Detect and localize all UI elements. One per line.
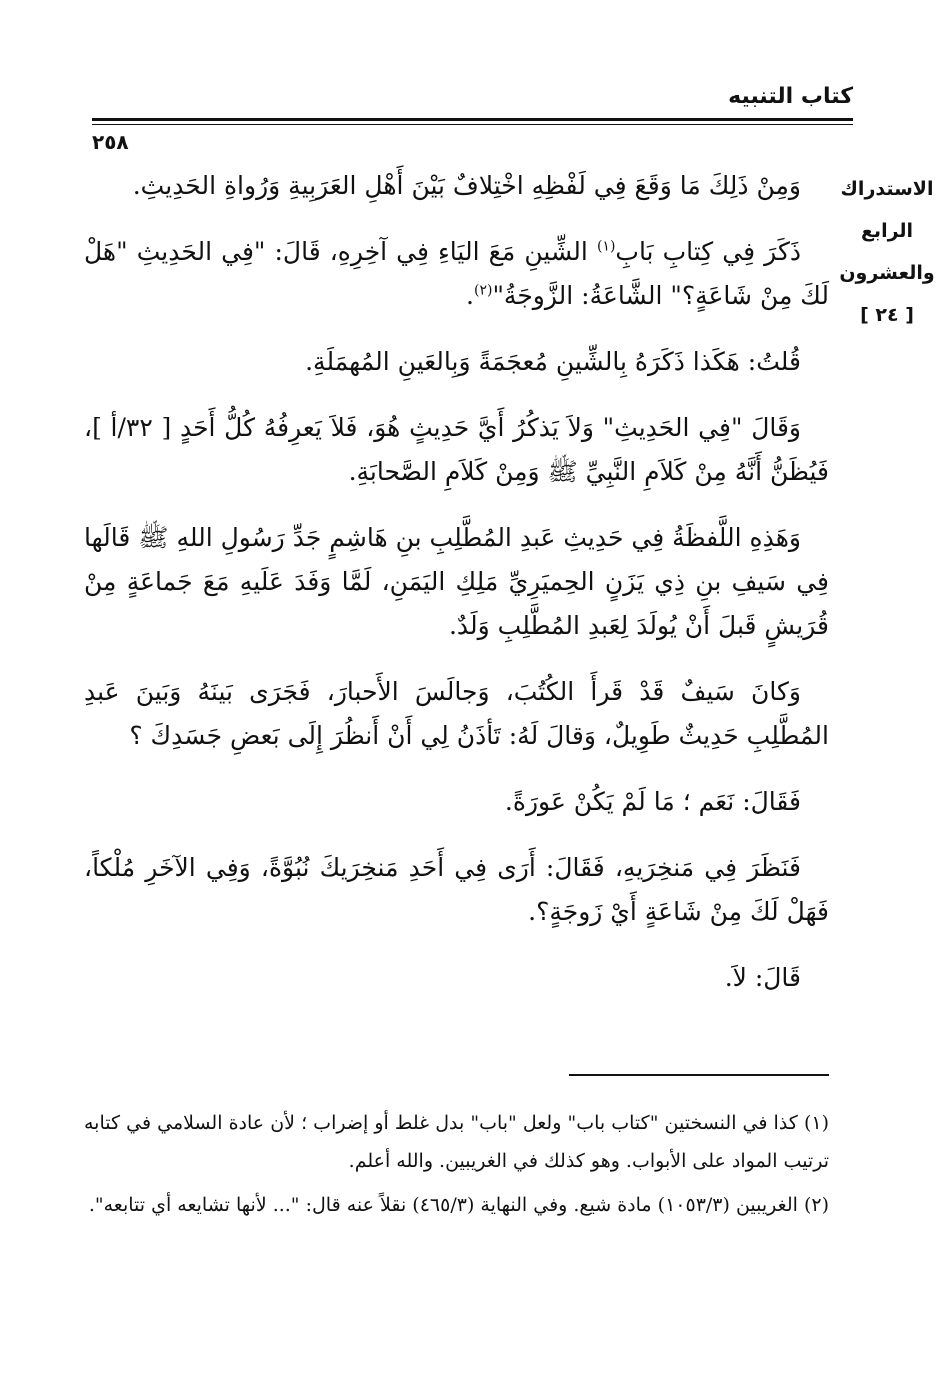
paragraph-2-end: . [466, 281, 474, 310]
margin-note-line-3: والعشرون [839, 262, 935, 284]
paragraph-7: فَقَالَ: نَعَم ؛ مَا لَمْ يَكُنْ عَورَةً. [504, 787, 801, 816]
margin-note [837, 168, 937, 336]
footnote-2: (٢) الغريبين (١٠٥٣/٣) مادة شيع. وفي النهاية (٤٦٥/٣) نقلاً عنه قال: "... لأنها تشايعه أي تتابعه". [88, 1194, 829, 1216]
page-number: ٢٥٨ [92, 130, 129, 154]
header-rule-thin [92, 124, 853, 125]
page-header [92, 78, 853, 154]
header-rule-thick [92, 118, 853, 121]
footnote-ref-1: (١) [596, 238, 616, 255]
paragraph-8: فَنَظَرَ فِي مَنخِرَيهِ، فَقَالَ: أَرَى فِي أَحَدِ مَنخِرَيكَ نُبُوَّةً، وَفِي الآخَرِ مُلْكاً، فَهَلْ لَكَ مِنْ شَاعَةٍ أَيْ زَوجَةٍ؟. [84, 853, 829, 926]
paragraph-4: وَقَالَ "فِي الحَدِيثِ" وَلاَ يَذكُرُ أَيَّ حَدِيثٍ هُوَ، فَلاَ يَعرِفُهُ كُلُّ أَحَدٍ [ ٣٢/أ ]، فَيُظَنُّ أَنَّهُ مِنْ كَلاَمِ النَّبِيِّ ﷺ وَمِنْ كَلاَمِ الصَّحابَةِ. [84, 413, 829, 486]
paragraph-2-part-a: ذَكَرَ فِي كِتابِ بَابِ [615, 237, 801, 266]
footnote-1: (١) كذا في النسختين "كتاب باب" ولعل "باب" بدل غلط أو إضراب ؛ لأن عادة السلامي في كتابه ترتيب المواد على الأبواب. وهو كذلك في الغريبين. والله أعلم. [84, 1112, 829, 1172]
paragraph-2 [84, 230, 829, 318]
footnotes [84, 1104, 829, 1230]
footnote-ref-2: (٢) [473, 282, 493, 299]
paragraph-9: قَالَ: لاَ. [724, 963, 801, 992]
main-text [84, 164, 829, 1022]
margin-note-line-4: [ ٢٤ ] [860, 304, 914, 326]
footnote-separator [569, 1074, 829, 1076]
margin-note-line-2: الرابع [860, 220, 914, 242]
margin-note-line-1: الاستدراك [840, 178, 934, 200]
book-title: كتاب التنبيه [728, 84, 853, 109]
paragraph-5: وَهَذِهِ اللَّفظَةُ فِي حَدِيثِ عَبدِ المُطَّلِبِ بنِ هَاشِمٍ جَدِّ رَسُولِ اللهِ ﷺ قَالَها فِي سَيفِ بنِ ذِي يَزَنٍ الحِميَرِيِّ مَلِكِ اليَمَنِ، لَمَّا وَفَدَ عَلَيهِ مَعَ جَماعَةٍ مِنْ قُرَيشٍ قَبلَ أَنْ يُولَدَ لِعَبدِ المُطَّلِبِ وَلَدٌ. [84, 523, 829, 640]
paragraph-1: وَمِنْ ذَلِكَ مَا وَقَعَ فِي لَفْظِهِ اخْتِلافٌ بَيْنَ أَهْلِ العَرَبِيةِ وَرُواةِ الحَدِيثِ. [132, 171, 801, 200]
paragraph-2-part-b: الشِّينِ مَعَ اليَاءِ فِي آخِرِهِ، قَالَ: "فِي الحَدِيثِ "هَلْ لَكَ مِنْ شَاعَةٍ؟" الشَّاعَةُ: الزَّوجَةُ" [84, 237, 829, 310]
paragraph-3: قُلتُ: هَكَذا ذَكَرَهُ بِالشِّينِ مُعجَمَةً وَبِالعَينِ المُهمَلَةِ. [305, 347, 801, 376]
paragraph-6: وَكانَ سَيفٌ قَدْ قَرأَ الكُتُبَ، وَجالَسَ الأَحبارَ، فَجَرَى بَينَهُ وَبَينَ عَبدِ المُطَّلِبِ حَدِيثٌ طَوِيلٌ، وَقالَ لَهُ: تَأذَنُ لِي أَنْ أَنظُرَ إِلَى بَعضِ جَسَدِكَ ؟ [84, 677, 829, 750]
